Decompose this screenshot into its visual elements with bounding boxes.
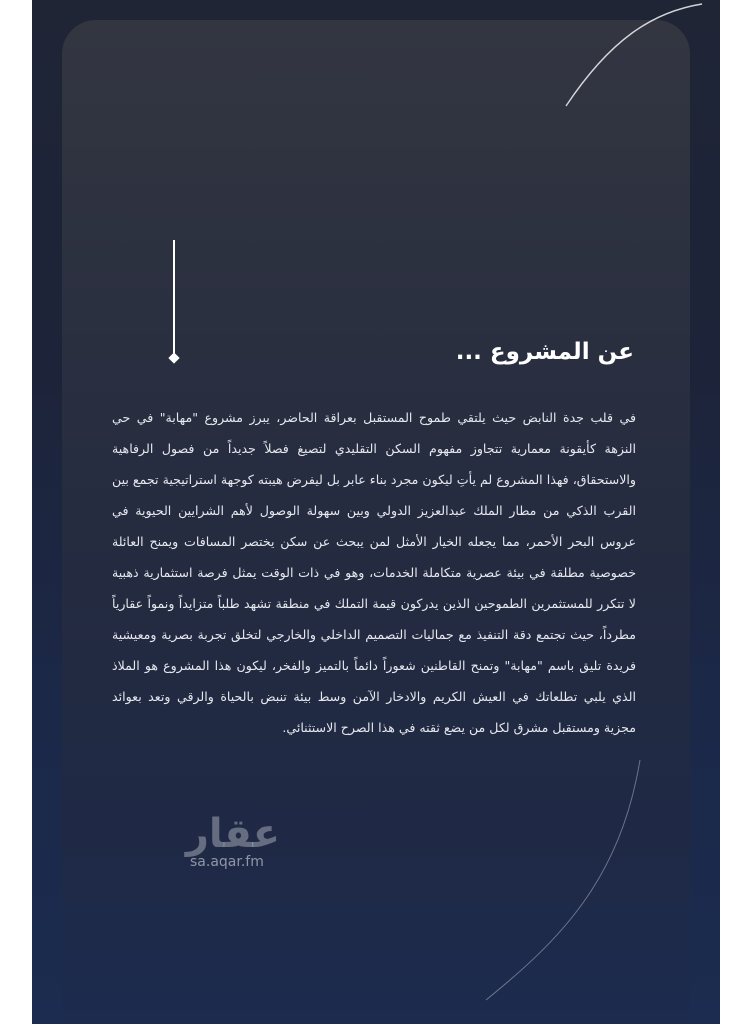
- aqar-watermark-logo: عقار: [185, 811, 281, 857]
- project-description: في قلب جدة النابض حيث يلتقي طموح المستقبل بعراقة الحاضر، يبرز مشروع "مهابة" في حي النزهة كأيقونة معمارية تتجاوز مفهوم السكن التقليدي لتصيغ فصلاً جديداً من فصول الرفاهية والاستحقاق، فهذا المشروع لم يأتِ ليكون مجرد بناء عابر بل ليفرض هيبته كوجهة استراتيجية تجمع بين القرب الذكي من مطار الملك عبدالعزيز الدولي وبين سهولة الوصول لأهم الشرايين الحيوية في عروس البحر الأحمر، مما يجعله الخيار الأمثل لمن يبحث عن سكن يختصر المسافات ويمنح العائلة خصوصية مطلقة في بيئة عصرية متكاملة الخدمات، وهو في ذات الوقت يمثل فرصة استثمارية ذهبية لا تتكرر للمستثمرين الطموحين الذين يدركون قيمة التملك في منطقة تشهد طلباً متزايداً ونمواً عقارياً مطرداً، حيث تجتمع دقة التنفيذ مع جماليات التصميم الداخلي والخارجي لتخلق تجربة بصرية ومعيشية فريدة تليق باسم "مهابة" وتمنح القاطنين شعوراً دائماً بالتميز والفخر، ليكون هذا المشروع هو الملاذ الذي يلبي تطلعاتك في العيش الكريم والادخار الآمن وسط بيئة تنبض بالحياة والرقي وتعد بعوائد مجزية ومستقبل مشرق لكل من يضع ثقته في هذا الصرح الاستثنائي.: [112, 410, 636, 735]
- section-title: عن المشروع ...: [455, 339, 634, 365]
- watermark-url: sa.aqar.fm: [190, 854, 264, 870]
